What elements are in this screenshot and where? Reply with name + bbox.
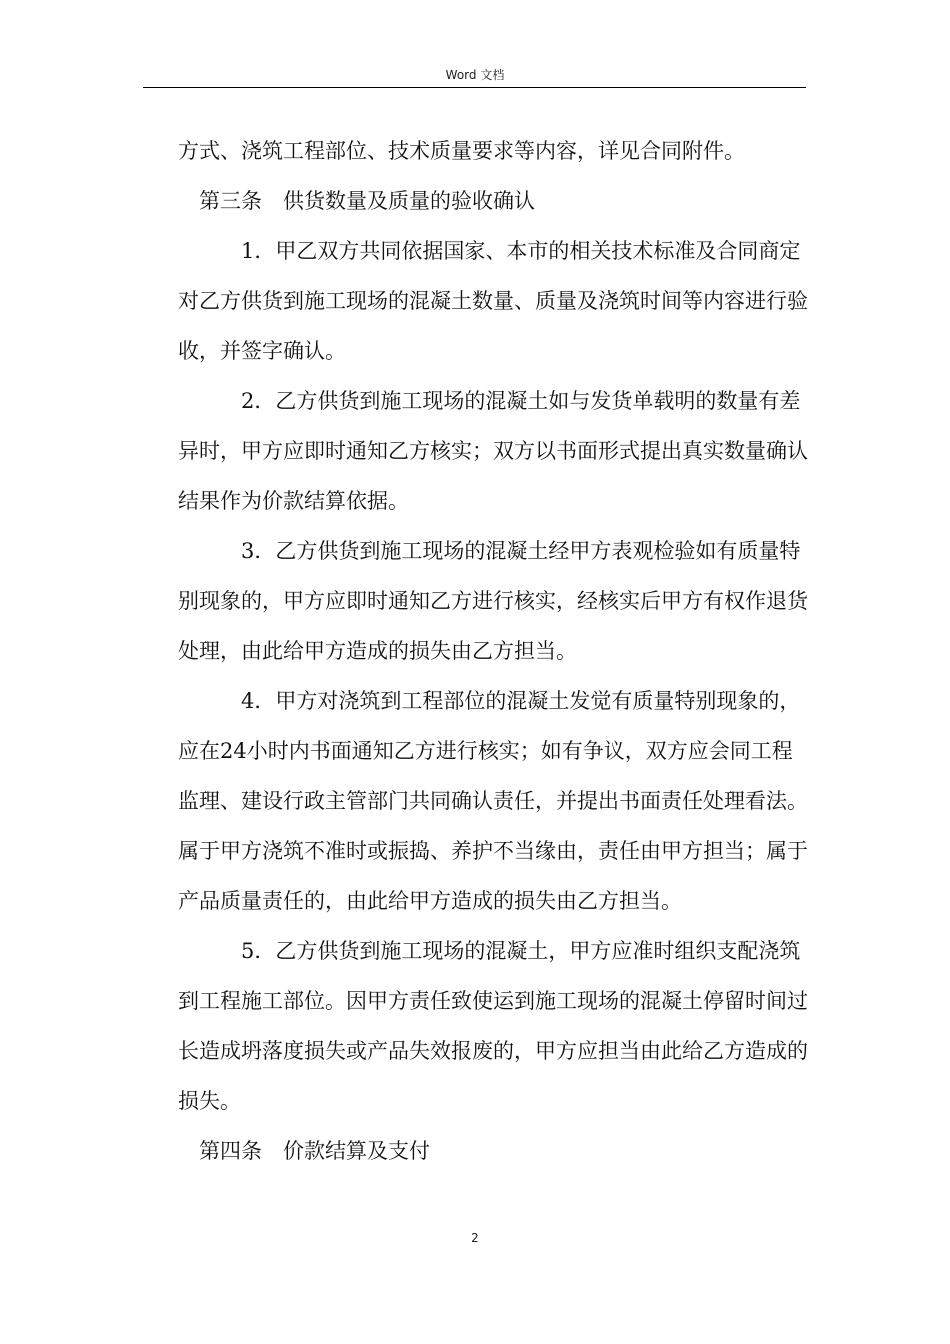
clause-item-3: 3．乙方供货到施工现场的混凝土经甲方表观检验如有质量特别现象的，甲方应即时通知乙方进行核实，经核实后甲方有权作退货处理，由此给甲方造成的损失由乙方担当。 [178,539,808,663]
clause-item-4: 4．甲方对浇筑到工程部位的混凝土发觉有质量特别现象的，应在24小时内书面通知乙方进行核实；如有争议，双方应会同工程监理、建设行政主管部门共同确认责任，并提出书面责任处理看法。属于甲方浇筑不准时或振捣、养护不当缘由，责任由甲方担当；属于产品质量责任的，由此给甲方造成的损失由乙方担当。 [178,689,808,913]
article-heading-3: 第三条 供货数量及质量的验收确认 [199,189,535,213]
clause-item-5: 5．乙方供货到施工现场的混凝土，甲方应准时组织支配浇筑到工程施工部位。因甲方责任致使运到施工现场的混凝土停留时间过长造成坍落度损失或产品失效报废的，甲方应担当由此给乙方造成的损失。 [178,939,808,1113]
paragraph-continuation: 方式、浇筑工程部位、技术质量要求等内容，详见合同附件。 [178,139,745,163]
clause-item-2: 2．乙方供货到施工现场的混凝土如与发货单载明的数量有差异时，甲方应即时通知乙方核实；双方以书面形式提出真实数量确认结果作为价款结算依据。 [178,389,808,513]
document-body [178,126,810,1176]
page-number: 2 [471,1231,479,1245]
clause-item-1: 1．甲乙双方共同依据国家、本市的相关技术标准及合同商定对乙方供货到施工现场的混凝土数量、质量及浇筑时间等内容进行验收，并签字确认。 [178,239,808,363]
article-heading-4: 第四条 价款结算及支付 [199,1139,430,1163]
header-divider [143,87,806,88]
page-header-title: Word 文档 [445,68,505,82]
